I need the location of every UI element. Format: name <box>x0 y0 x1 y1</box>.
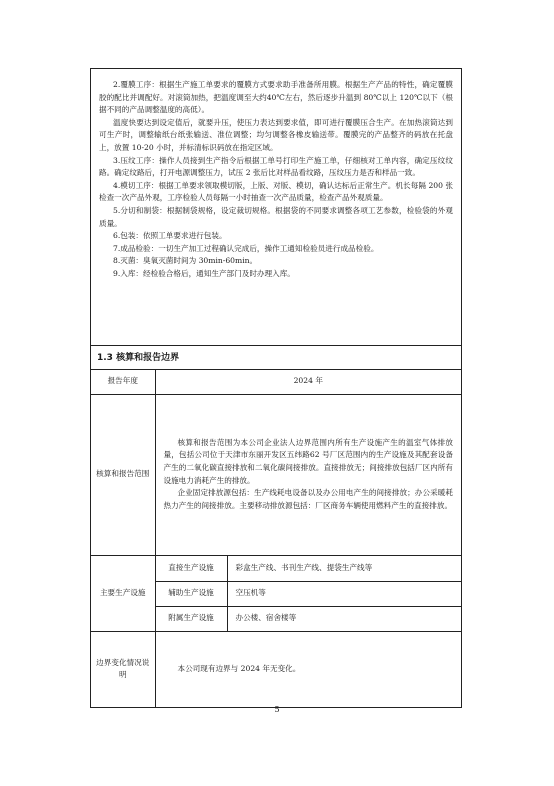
year-value: 2024 年 <box>155 370 461 394</box>
facilities-label: 主要生产设施 <box>91 555 155 631</box>
inspection-step: 7.成品检验：一切生产加工过程确认完成后，操作工通知检验员进行成品检验。 <box>113 243 379 253</box>
die-cutting-step: 4.模切工序：根据工单要求领取模切版，上版、对版、模切，确认达标后正常生产。机长每隔 200 张检查一次产品外观，工序检验人员每隔一小时抽查一次产品质量，检查产品外观质量。 <box>99 180 453 203</box>
section-title: 1.3 核算和报告边界 <box>91 346 461 370</box>
year-label: 报告年度 <box>91 370 155 394</box>
boundary-change-value <box>155 631 461 707</box>
laminating-step-continued: 温度快要达到设定值后，就要升压，使压力表达到要求值，即可进行覆膜压合生产。在加热滚筒达到可生产时，调整输纸台纸张输送、准位调整；均匀调整各橡皮输送带。覆膜完的产品整齐的码放在托盘上，放置 10-20 小时，并标清标识码放在指定区域。 <box>99 117 453 152</box>
facility-type: 直接生产设施 <box>155 555 227 581</box>
process-description <box>91 69 461 346</box>
table-row <box>91 370 461 394</box>
packaging-step: 6.包装：依照工单要求进行包装。 <box>113 231 227 241</box>
table-row <box>91 555 461 581</box>
page-number: 5 <box>274 705 280 714</box>
content-frame <box>90 68 462 708</box>
boundary-change-text: 本公司现有边界与 2024 年无变化。 <box>177 663 301 673</box>
table-row <box>91 631 461 707</box>
facility-items: 空压机等 <box>227 581 461 606</box>
boundary-table <box>91 370 461 707</box>
slitting-bagging-step: 5.分切和制袋：根据制袋规格，设定裁切规格。根据袋的不同要求调整各项工艺参数，检验袋的外观质量。 <box>99 205 453 228</box>
facility-items: 办公楼、宿舍楼等 <box>227 606 461 631</box>
emission-sources-paragraph: 企业固定排放源包括：生产线耗电设备以及办公用电产生的间接排放；办公采暖耗热力产生的间接排放。主要移动排放源包括：厂区商务车辆使用燃料产生的直接排放。 <box>163 488 453 510</box>
table-row <box>91 394 461 555</box>
sterilization-step: 8.灭菌：臭氧灭菌时间为 30min-60min。 <box>113 256 258 266</box>
scope-label: 核算和报告范围 <box>91 394 155 555</box>
facility-type: 附属生产设施 <box>155 606 227 631</box>
scope-paragraph: 核算和报告范围为本公司企业法人边界范围内所有生产设施产生的温室气体排放量，包括公司位于天津市东丽开发区五纬路62 号厂区范围内的生产设施及其配套设备产生的二氧化碳直接排放和二氧化碳间接排放。直接排放无；间接排放包括厂区内所有设施电力消耗产生的排放。 <box>163 437 453 485</box>
warehousing-step: 9.入库：经检验合格后，通知生产部门及时办理入库。 <box>113 268 295 278</box>
facility-items: 彩盒生产线、书刊生产线、提袋生产线等 <box>227 555 461 581</box>
scope-cell <box>155 394 461 555</box>
boundary-change-label: 边界变化情况说明 <box>91 631 155 707</box>
laminating-step: 2.覆膜工序：根据生产施工单要求的覆膜方式要求助手准备所用膜。根据生产产品的特性，确定覆膜胶的配比并调配好。对滚筒加热，把温度调至大约40℃左右，然后逐步升温到 80℃以上 120℃以下（根据不同的产品调整温度的高低）。 <box>99 80 453 115</box>
facility-type: 辅助生产设施 <box>155 581 227 606</box>
embossing-step: 3.压纹工序：操作人员接到生产指令后根据工单号打印生产施工单，仔细核对工单内容，确定压纹纹路。确定纹路后，打开电源调整压力，试压 2 张后比对样品看纹路，压纹压力是否和样品一致。 <box>99 155 453 178</box>
